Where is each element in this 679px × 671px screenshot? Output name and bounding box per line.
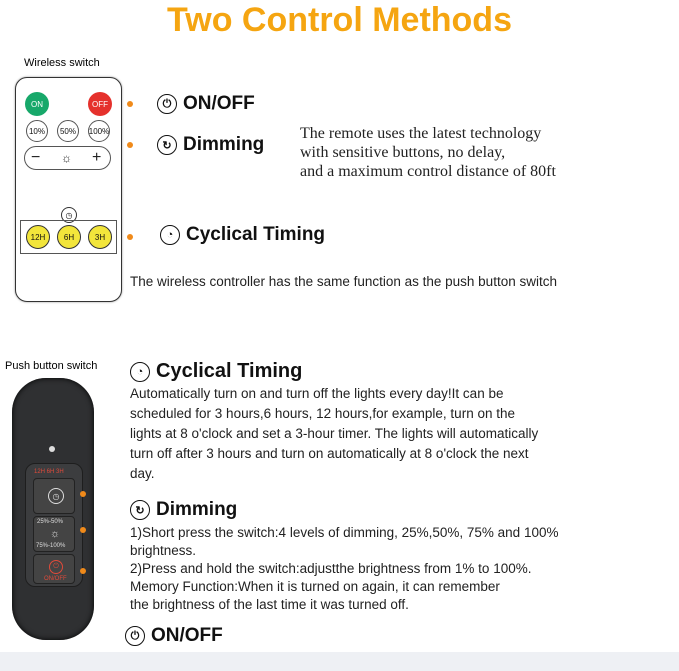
brightness-icon: ☼ (50, 528, 61, 540)
clock-icon: ◷ (61, 207, 77, 223)
remote-on-button[interactable]: ON (25, 92, 49, 116)
remote-100-button[interactable]: 100% (88, 120, 110, 142)
indicator-dot (127, 234, 133, 240)
push-onoff-label: ON/OFF (44, 576, 67, 582)
timer-icon: ◔ (130, 362, 150, 382)
timing-section-heading (130, 360, 302, 383)
power-icon: ⏻ (125, 626, 145, 646)
push-dimming-button[interactable] (33, 516, 75, 552)
remote-3h-button[interactable]: 3H (88, 225, 112, 249)
push-panel (25, 463, 83, 587)
text-line: lights at 8 o'clock and set a 3-hour timer. The lights will automatically (130, 426, 539, 441)
push-dim-bottom-label: 75%-100% (36, 543, 66, 549)
remote-minus-button[interactable]: − (31, 149, 41, 166)
remote-dim-bar (24, 146, 111, 170)
page-title: Two Control Methods (167, 1, 512, 39)
indicator-dot (80, 527, 86, 533)
feature-dimming-label: Dimming (183, 134, 265, 155)
indicator-dot (80, 491, 86, 497)
remote-6h-button[interactable]: 6H (57, 225, 81, 249)
push-dim-top-label: 25%-50% (37, 519, 64, 525)
indicator-dot (127, 101, 133, 107)
text-line: 1)Short press the switch:4 levels of dimming, 25%,50%, 75% and 100% (130, 525, 559, 540)
remote-off-button[interactable]: OFF (88, 92, 112, 116)
dimming-section-heading (130, 499, 237, 521)
push-switch-label: Push button switch (5, 360, 98, 372)
timing-section-text (130, 384, 538, 484)
dimming-section-text (130, 524, 558, 614)
text-line: Memory Function:When it is turned on again, it can remember (130, 579, 500, 594)
power-icon: ⏻ (49, 560, 63, 574)
dimming-heading-label: Dimming (156, 499, 238, 520)
wireless-switch-label: Wireless switch (24, 57, 100, 69)
timer-icon: ◔ (160, 225, 180, 245)
indicator-dot (127, 142, 133, 148)
remote-timer-box (20, 220, 117, 254)
feature-timing-label: Cyclical Timing (186, 224, 326, 245)
remote-desc-line: and a maximum control distance of 80ft (300, 163, 556, 180)
brightness-icon: ☼ (61, 151, 72, 165)
feature-onoff (157, 93, 255, 115)
push-timer-labels: 12H 6H 3H (34, 469, 64, 475)
remote-description (300, 124, 556, 181)
dimming-icon: ↻ (157, 135, 177, 155)
remote-50-button[interactable]: 50% (57, 120, 79, 142)
text-line: the brightness of the last time it was turned off. (130, 597, 409, 612)
led-indicator (49, 446, 55, 452)
indicator-dot (80, 568, 86, 574)
text-line: Automatically turn on and turn off the lights every day!It can be (130, 386, 504, 401)
text-line: 2)Press and hold the switch:adjustthe brightness from 1% to 100%. (130, 561, 532, 576)
dimming-icon: ↻ (130, 500, 150, 520)
timing-heading-label: Cyclical Timing (156, 360, 303, 382)
same-function-text: The wireless controller has the same function as the push button switch (130, 274, 557, 289)
text-line: day. (130, 466, 155, 481)
bottom-strip (0, 652, 679, 671)
timer-icon: ◷ (48, 488, 64, 504)
feature-dimming (157, 134, 264, 156)
remote-plus-button[interactable]: + (92, 149, 102, 166)
text-line: scheduled for 3 hours,6 hours, 12 hours,for example, turn on the (130, 406, 515, 421)
feature-onoff-label: ON/OFF (183, 93, 255, 114)
power-icon: ⏻ (157, 94, 177, 114)
text-line: brightness. (130, 543, 197, 558)
remote-desc-line: with sensitive buttons, no delay, (300, 144, 506, 161)
push-power-button[interactable] (33, 554, 75, 584)
remote-10-button[interactable]: 10% (26, 120, 48, 142)
onoff-section-heading (125, 625, 223, 647)
text-line: turn off after 3 hours and turn on automatically at 8 o'clock the next (130, 446, 529, 461)
wireless-remote (15, 77, 122, 302)
remote-desc-line: The remote uses the latest technology (300, 125, 542, 142)
onoff-heading-label: ON/OFF (151, 625, 223, 646)
push-button-switch (12, 378, 94, 640)
feature-timing (160, 224, 325, 246)
push-timer-button[interactable] (33, 478, 75, 514)
remote-12h-button[interactable]: 12H (26, 225, 50, 249)
